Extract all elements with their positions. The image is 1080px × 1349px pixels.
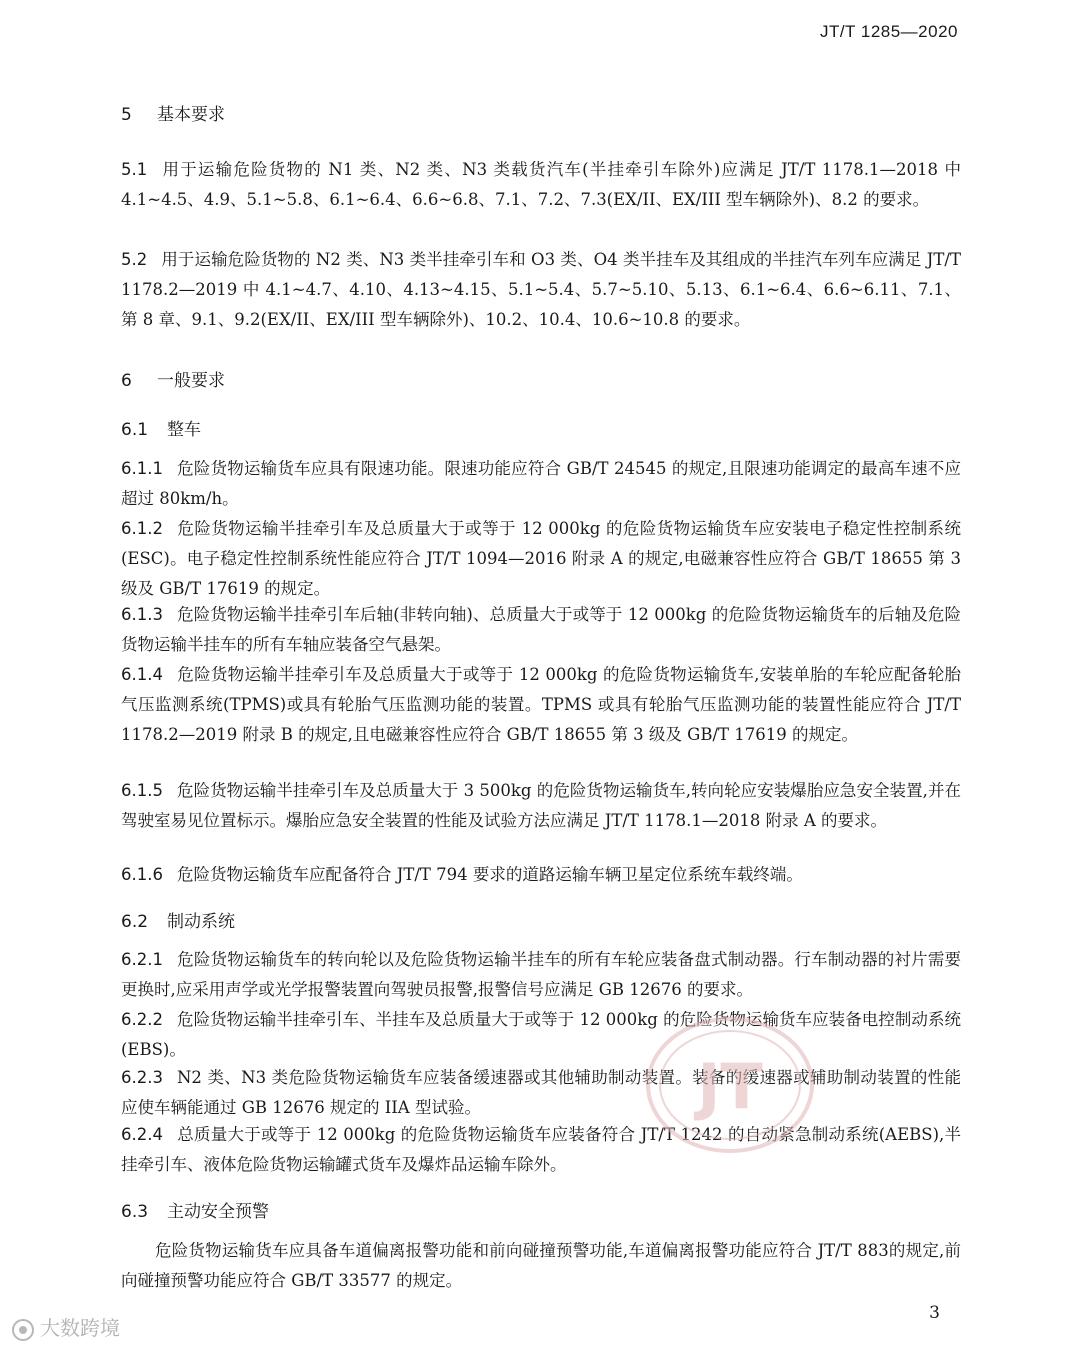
clause-number: 6.2.3	[121, 1068, 163, 1087]
clause-6-1-6	[121, 860, 961, 890]
clause-6-2-2	[121, 1005, 961, 1065]
jt-seal-watermark	[640, 1010, 820, 1160]
clause-number: 6.2.1	[121, 950, 163, 969]
clause-number: 6.2.4	[121, 1125, 163, 1144]
clause-text: 总质量大于或等于 12 000kg 的危险货物运输货车应装备符合 JT/T 1242 的自动紧急制动系统(AEBS),半挂牵引车、液体危险货物运输罐式货车及爆炸品运输车除外。	[121, 1125, 961, 1174]
page-number: 3	[929, 1303, 940, 1323]
clause-6-1-4	[121, 660, 961, 750]
section-5-heading	[121, 100, 225, 125]
clause-number: 5.2	[121, 250, 148, 269]
clause-number: 6.1.3	[121, 605, 163, 624]
clause-6-2-4	[121, 1120, 961, 1180]
clause-number: 6.1.5	[121, 781, 163, 800]
section-6-2-heading	[121, 907, 235, 932]
clause-number: 5.1	[121, 160, 148, 179]
section-6-heading	[121, 366, 225, 391]
clause-6-1-2	[121, 514, 961, 604]
section-number: 6	[121, 371, 132, 391]
section-title: 整车	[167, 420, 201, 440]
clause-text: 危险货物运输半挂牵引车及总质量大于 3 500kg 的危险货物运输货车,转向轮应安装爆胎应急安全装置,并在驾驶室易见位置标示。爆胎应急安全装置的性能及试验方法应满足 JT/T 1178.1—2018 附录 A 的要求。	[121, 781, 961, 830]
clause-5-1	[121, 155, 961, 215]
clause-text: 危险货物运输货车应具有限速功能。限速功能应符合 GB/T 24545 的规定,且限速功能调定的最高车速不应超过 80km/h。	[121, 459, 961, 508]
watermark-label: 大数跨境	[40, 1316, 120, 1340]
clause-number: 6.2.2	[121, 1010, 163, 1029]
svg-text:JT: JT	[697, 1050, 763, 1123]
clause-5-2	[121, 245, 961, 335]
clause-text: 危险货物运输货车的转向轮以及危险货物运输半挂车的所有车轮应装备盘式制动器。行车制动器的衬片需要更换时,应采用声学或光学报警装置向驾驶员报警,报警信号应满足 GB 12676 的要求。	[121, 950, 961, 999]
clause-6-1-3	[121, 600, 961, 660]
clause-text: 危险货物运输货车应具备车道偏离报警功能和前向碰撞预警功能,车道偏离报警功能应符合 JT/T 883的规定,前向碰撞预警功能应符合 GB/T 33577 的规定。	[121, 1241, 961, 1290]
clause-6-2-3	[121, 1063, 961, 1123]
standard-code: JT/T 1285—2020	[819, 22, 958, 41]
section-number: 6.3	[121, 1202, 149, 1222]
clause-number: 6.1.6	[121, 865, 163, 884]
clause-6-2-1	[121, 945, 961, 1005]
clause-6-3-text	[121, 1236, 961, 1296]
clause-number: 6.1.1	[121, 459, 163, 478]
clause-6-1-5	[121, 776, 961, 836]
clause-text: N2 类、N3 类危险货物运输货车应装备缓速器或其他辅助制动装置。装备的缓速器或辅助制动装置的性能应使车辆能通过 GB 12676 规定的 IIA 型试验。	[121, 1068, 961, 1117]
clause-text: 危险货物运输半挂牵引车、半挂车及总质量大于或等于 12 000kg 的危险货物运输货车应装备电控制动系统(EBS)。	[121, 1010, 961, 1059]
section-6-3-heading	[121, 1197, 269, 1222]
section-title: 主动安全预警	[167, 1202, 269, 1222]
clause-6-1-1	[121, 454, 961, 514]
section-6-1-heading	[121, 415, 201, 440]
section-number: 6.2	[121, 912, 149, 932]
section-title: 基本要求	[157, 105, 225, 125]
source-watermark	[10, 1312, 120, 1343]
watermark-logo-icon	[10, 1317, 36, 1343]
clause-text: 用于运输危险货物的 N1 类、N2 类、N3 类载货汽车(半挂牵引车除外)应满足 JT/T 1178.1—2018 中 4.1~4.5、4.9、5.1~5.8、6.1~6.4、6.6~6.8、7.1、7.2、7.3(EX/II、EX/III 型车辆除外)、8.2 的要求。	[121, 160, 961, 209]
section-title: 制动系统	[167, 912, 235, 932]
clause-text: 危险货物运输半挂牵引车后轴(非转向轴)、总质量大于或等于 12 000kg 的危险货物运输货车的后轴及危险货物运输半挂车的所有车轴应装备空气悬架。	[121, 605, 961, 654]
section-number: 5	[121, 105, 132, 125]
clause-text: 危险货物运输半挂牵引车及总质量大于或等于 12 000kg 的危险货物运输货车,安装单胎的车轮应配备轮胎气压监测系统(TPMS)或具有轮胎气压监测功能的装置。TPMS 或具有轮胎气压监测功能的装置性能应符合 JT/T 1178.2—2019 附录 B 的规定,且电磁兼容性应符合 GB/T 18655 第 3 级及 GB/T 17619 的规定。	[121, 665, 961, 744]
section-title: 一般要求	[157, 371, 225, 391]
clause-number: 6.1.4	[121, 665, 163, 684]
clause-text: 危险货物运输半挂牵引车及总质量大于或等于 12 000kg 的危险货物运输货车应安装电子稳定性控制系统(ESC)。电子稳定性控制系统性能应符合 JT/T 1094—2016 附录 A 的规定,电磁兼容性应符合 GB/T 18655 第 3 级及 GB/T 17619 的规定。	[121, 519, 961, 598]
clause-number: 6.1.2	[121, 519, 163, 538]
section-number: 6.1	[121, 420, 149, 440]
clause-text: 危险货物运输货车应配备符合 JT/T 794 要求的道路运输车辆卫星定位系统车载终端。	[176, 865, 803, 884]
clause-text: 用于运输危险货物的 N2 类、N3 类半挂牵引车和 O3 类、O4 类半挂车及其组成的半挂汽车列车应满足 JT/T 1178.2—2019 中 4.1~4.7、4.10、4.13~4.15、5.1~5.4、5.7~5.10、5.13、6.1~6.4、6.6~6.11、7.1、第 8 章、9.1、9.2(EX/II、EX/III 型车辆除外)、10.2、10.4、10.6~10.8 的要求。	[121, 250, 961, 329]
